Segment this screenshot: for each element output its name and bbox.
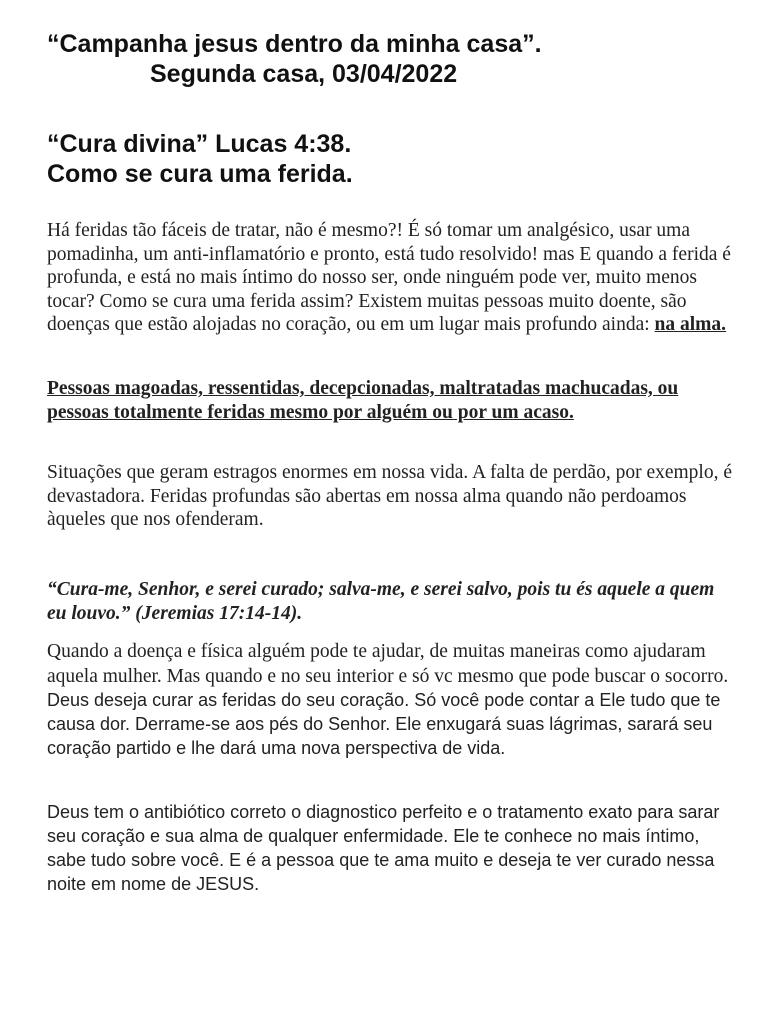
title-line-2: Segunda casa, 03/04/2022 bbox=[150, 60, 458, 88]
paragraph-intro-text: Há feridas tão fáceis de tratar, não é mesmo?! É só tomar um analgésico, usar uma pomadinha, um anti-inflamatório e pronto, está tudo resolvido! mas E quando a ferida é profunda, e está no mais íntimo do nosso ser, onde ninguém pode ver, muito menos tocar? Como se cura uma ferida assim? Existem muitas pessoas muito doente, são doenças que estão alojadas no coração, ou em um lugar mais profundo ainda: bbox=[47, 220, 731, 335]
subtitle-line-2: Como se cura uma ferida. bbox=[47, 160, 353, 188]
paragraph-healing-sans: Deus deseja curar as feridas do seu coração. Só você pode contar a Ele tudo que te causa dor. Derrame-se aos pés do Senhor. Ele enxugará suas lágrimas, sarará seu coração partido e lhe dará uma nova perspectiva de vida. bbox=[47, 690, 721, 758]
document-subtitle bbox=[47, 129, 747, 189]
paragraph-healing bbox=[47, 640, 737, 760]
subtitle-line-1: “Cura divina” Lucas 4:38. bbox=[47, 130, 352, 158]
document-title bbox=[47, 29, 747, 89]
paragraph-hurt-people: Pessoas magoadas, ressentidas, decepcionadas, maltratadas machucadas, ou pessoas totalmente feridas mesmo por alguém ou por um acaso. bbox=[47, 378, 679, 423]
paragraph-situations: Situações que geram estragos enormes em nossa vida. A falta de perdão, por exemplo, é devastadora. Feridas profundas são abertas em nossa alma quando não perdoamos àqueles que nos ofenderam. bbox=[47, 462, 732, 530]
paragraph-antibiotic: Deus tem o antibiótico correto o diagnostico perfeito e o tratamento exato para sarar seu coração e sua alma de qualquer enfermidade. Ele te conhece no mais íntimo, sabe tudo sobre você. E é a pessoa que te ama muito e deseja te ver curado nessa noite em nome de JESUS. bbox=[47, 802, 720, 894]
scripture-quote: “Cura-me, Senhor, e serei curado; salva-me, e serei salvo, pois tu és aquele a quem eu louvo.” (Jeremias 17:14-14). bbox=[47, 579, 715, 624]
paragraph-intro bbox=[47, 219, 737, 337]
title-line-1: “Campanha jesus dentro da minha casa”. bbox=[47, 30, 542, 58]
paragraph-intro-emphasis: na alma. bbox=[654, 314, 727, 335]
paragraph-healing-serif: Quando a doença e física alguém pode te ajudar, de muitas maneiras como ajudaram aquela mulher. Mas quando e no seu interior e só vc mesmo que pode buscar o socorro. bbox=[47, 641, 729, 687]
